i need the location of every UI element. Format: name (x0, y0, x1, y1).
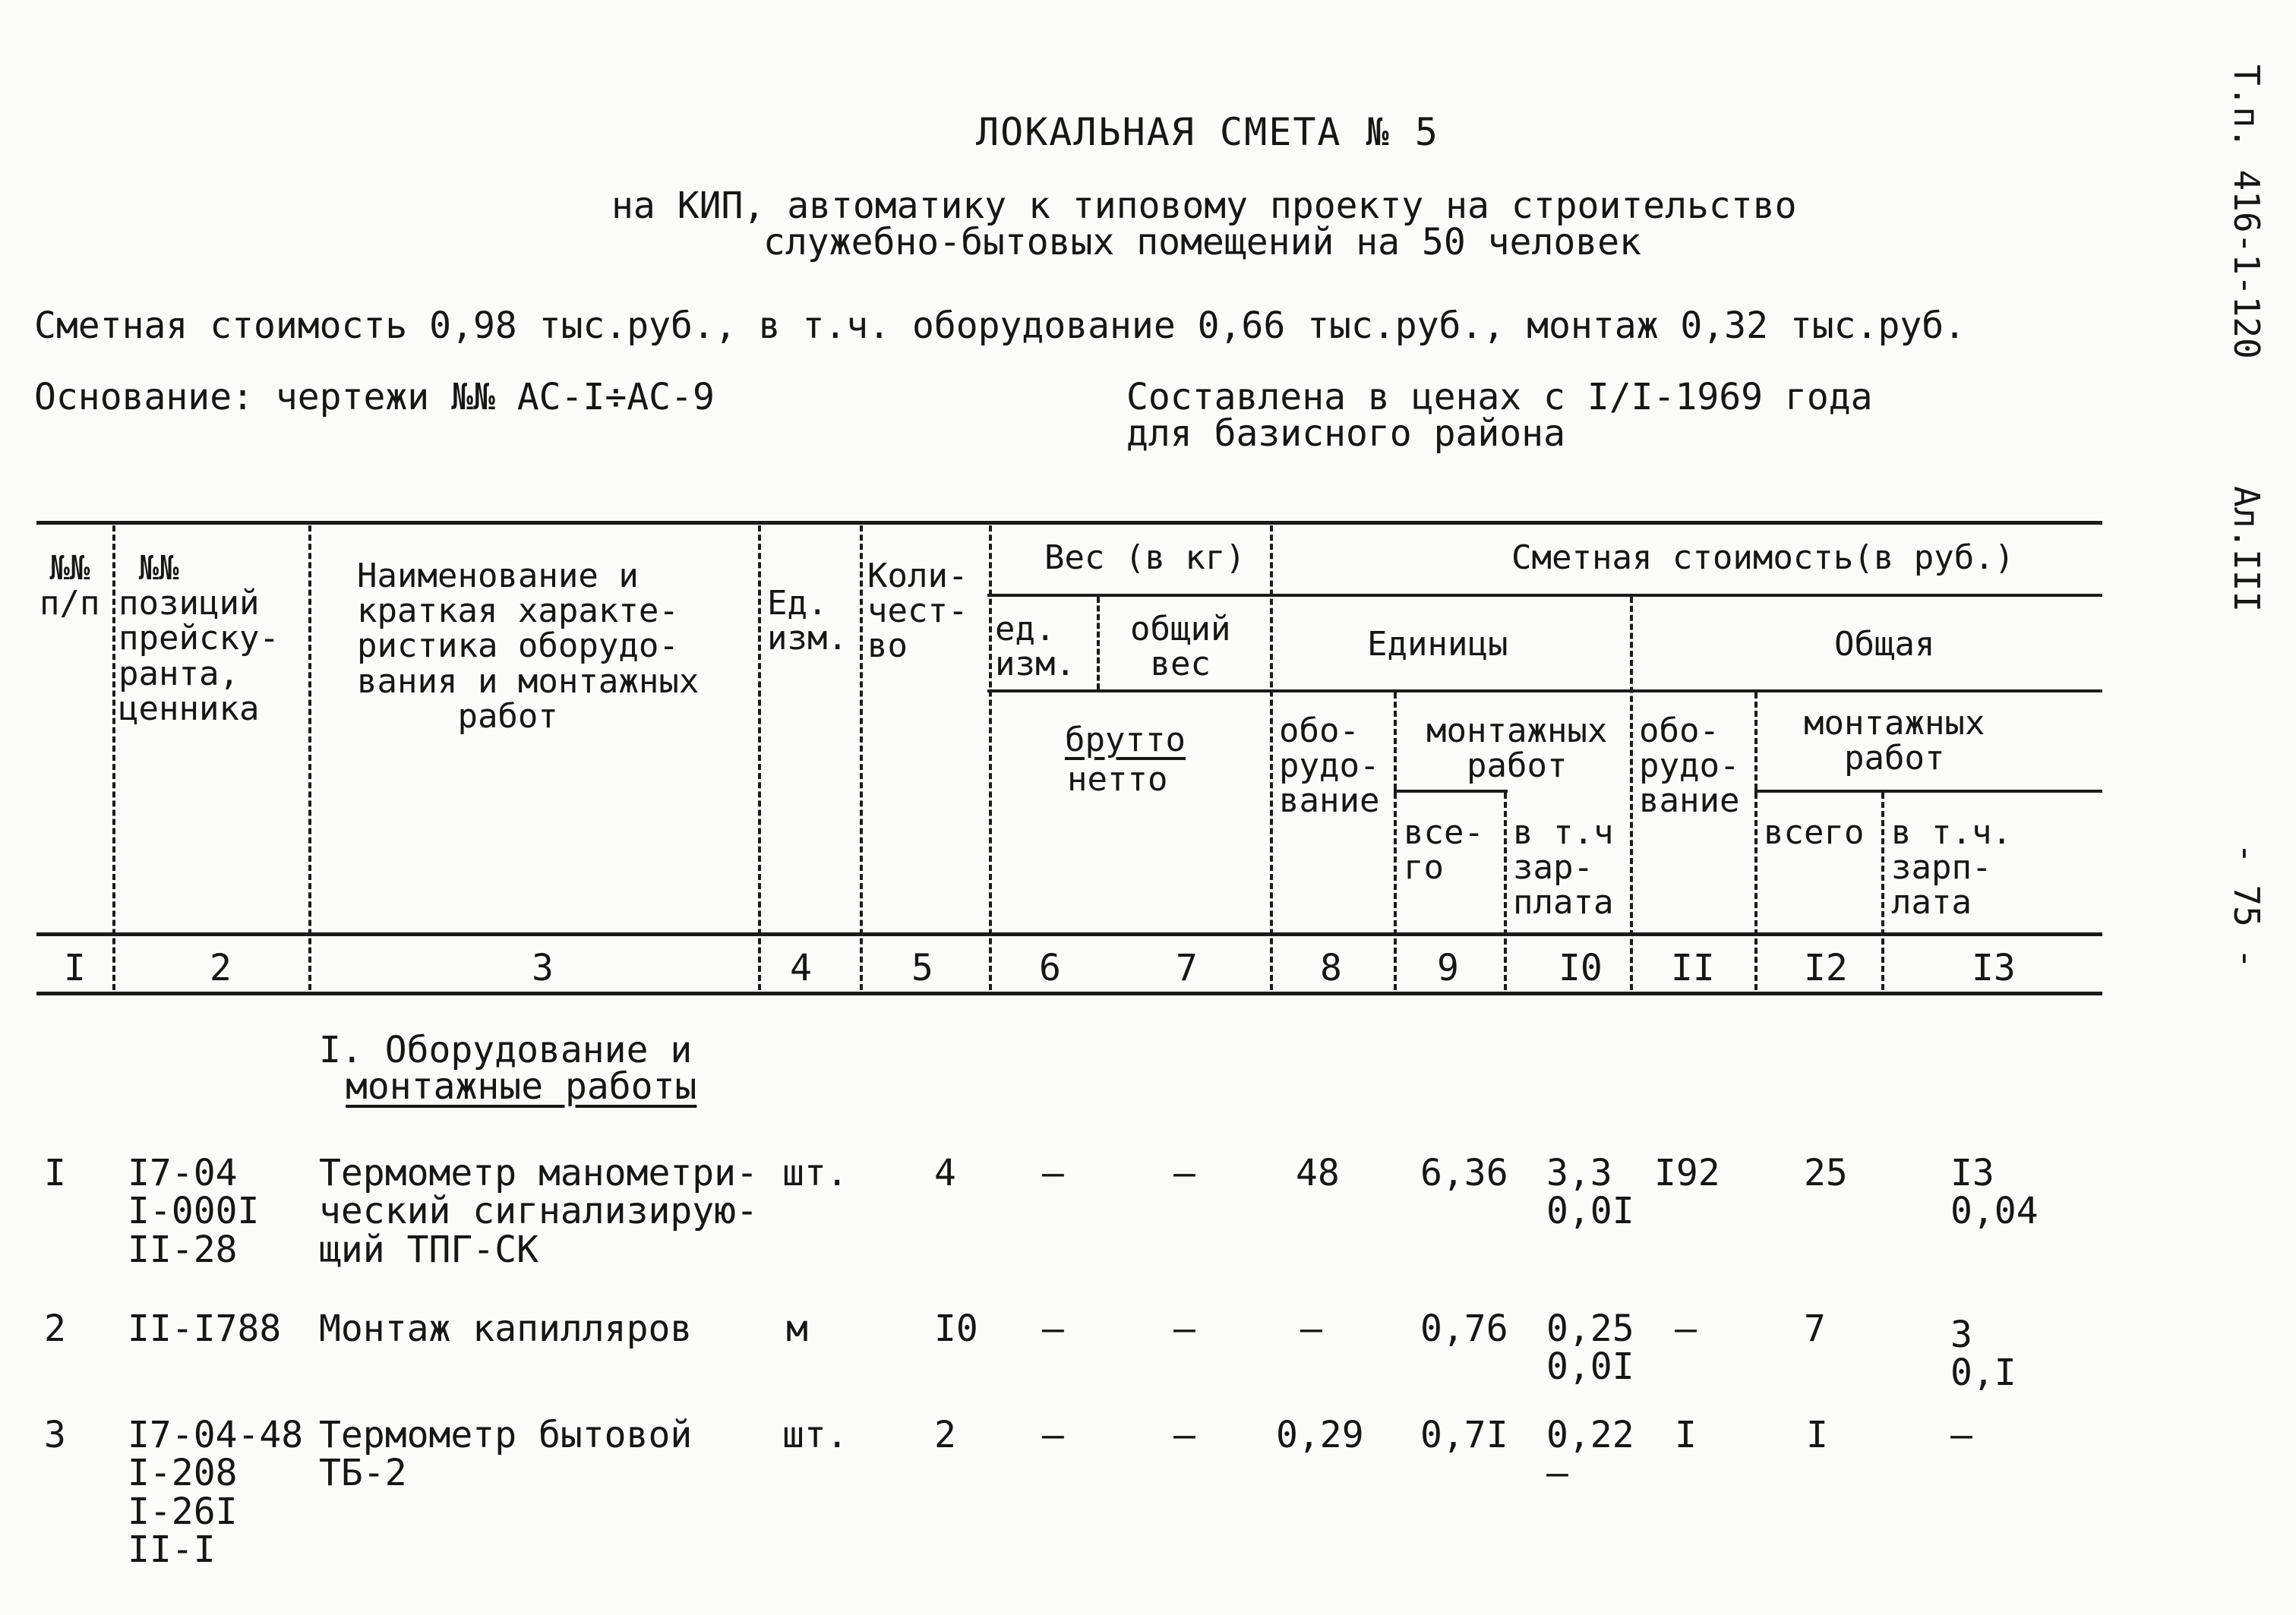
header-price-list-position: №№ позиций прейску- ранта, ценника (118, 549, 279, 728)
row-unit-mounting-all: 0,7I (1420, 1414, 1508, 1456)
rule-above-column-numbers (36, 932, 2102, 936)
basis-line: Основание: чертежи №№ АС-I÷АС-9 (34, 376, 715, 418)
col-divider (989, 525, 992, 990)
header-weight: Вес (в кг) (1044, 538, 1246, 577)
col-divider (1630, 597, 1633, 990)
row-position: I7-04 I-000I II-28 (128, 1152, 260, 1271)
row-unit-equipment: – (1300, 1307, 1322, 1350)
row-total-mounting-all: I (1806, 1414, 1828, 1456)
column-number: 3 (532, 947, 554, 989)
header-quantity: Коли- чест- во (867, 557, 968, 666)
row-weight-total: – (1173, 1152, 1195, 1194)
row-weight-unit: – (1042, 1152, 1064, 1194)
rule-below-column-numbers (36, 992, 2102, 995)
header-unit-mounting: монтажных работ (1426, 711, 1608, 786)
prices-line2: для базисного района (1126, 412, 1565, 455)
col-divider (1270, 525, 1273, 990)
row-total-mounting-all: 7 (1804, 1307, 1826, 1350)
section-heading-line1: I. Оборудование и (319, 1029, 693, 1071)
document-title: ЛОКАЛЬНАЯ СМЕТА № 5 (976, 110, 1439, 154)
header-total-mounting: монтажных работ (1804, 704, 1985, 778)
estimated-cost-line: Сметная стоимость 0,98 тыс.руб., в т.ч. оборудование 0,66 тыс.руб., монтаж 0,32 тыс.руб. (34, 304, 1966, 347)
header-total-cost: Общая (1834, 625, 1935, 664)
document-subtitle-line2: служебно-бытовых помещений на 50 человек (763, 221, 1641, 263)
side-document-code: Т.п. 416-1-120 (2226, 65, 2267, 359)
column-number: II (1671, 947, 1715, 989)
col-divider (112, 525, 115, 990)
header-netto: нетто (1067, 760, 1168, 799)
table-top-rule (36, 521, 2102, 525)
col-divider (758, 525, 761, 990)
column-number: I (64, 947, 86, 989)
col-divider (860, 525, 863, 990)
row-quantity: I0 (934, 1307, 978, 1350)
header-name-description: Наименование и краткая характе- ристика оборудо- вания и монтажных работ (357, 557, 700, 736)
row-name: Термометр бытовой ТБ-2 (319, 1414, 693, 1495)
row-unit-mounting-wage: 3,3 0,0I (1546, 1152, 1634, 1233)
row-name: Монтаж капилляров (319, 1307, 693, 1350)
header-total-equipment: обо- рудо- вание (1639, 711, 1740, 821)
row-position: II-I788 (128, 1307, 282, 1350)
row-weight-unit: – (1042, 1307, 1064, 1350)
row-position: I7-04-48 I-208 I-26I II-I (128, 1414, 304, 1572)
header-brutto: брутто (1065, 721, 1186, 759)
header-unit-mounting-wage: в т.ч зар- плата (1513, 813, 1614, 923)
row-total-mounting-wage: – (1950, 1414, 1972, 1456)
side-page-number: - 75 - (2226, 843, 2267, 970)
rule-under-mount-units (1394, 790, 1508, 793)
row-total-equipment: I92 (1654, 1152, 1720, 1194)
column-number: I3 (1972, 947, 2016, 989)
column-number: 2 (210, 947, 232, 989)
row-unit-mounting-all: 0,76 (1420, 1307, 1508, 1350)
rule-under-weight-cost (987, 594, 2102, 597)
row-total-mounting-wage: I3 0,04 (1950, 1152, 2039, 1233)
rule-under-units-total (987, 689, 2102, 692)
header-total-mounting-all: всего (1764, 813, 1865, 852)
prices-line1: Составлена в ценах с I/I-1969 года (1126, 376, 1873, 418)
rule-under-mount-total (1754, 790, 2102, 793)
row-total-equipment: – (1675, 1307, 1697, 1350)
row-total-equipment: I (1675, 1414, 1697, 1456)
column-number: 6 (1039, 947, 1061, 989)
header-unit-equipment: обо- рудо- вание (1279, 711, 1380, 821)
column-number: 8 (1320, 947, 1342, 989)
row-quantity: 4 (934, 1152, 956, 1194)
row-quantity: 2 (934, 1414, 956, 1456)
col-divider (1754, 692, 1758, 990)
column-number: 7 (1176, 947, 1198, 989)
row-unit-equipment: 48 (1296, 1152, 1340, 1194)
row-unit: шт. (782, 1414, 848, 1456)
row-unit-mounting-wage: 0,25 0,0I (1546, 1307, 1634, 1389)
row-number: 3 (44, 1414, 66, 1456)
column-number: I2 (1804, 947, 1848, 989)
section-heading-line2: монтажные работы (346, 1065, 697, 1108)
header-weight-unit: ед. изм. (995, 610, 1075, 684)
row-unit: м (786, 1307, 808, 1350)
row-unit-mounting-all: 6,36 (1420, 1152, 1508, 1194)
col-divider (1394, 692, 1397, 990)
row-unit: шт. (782, 1152, 848, 1194)
header-unit-mounting-all: все- го (1404, 813, 1484, 888)
header-estimated-cost: Сметная стоимость(в руб.) (1511, 538, 2015, 577)
column-number: 9 (1437, 947, 1459, 989)
row-weight-total: – (1173, 1414, 1195, 1456)
header-unit: Ед. изм. (767, 584, 848, 658)
col-divider (308, 525, 311, 990)
header-total-mounting-wage: в т.ч. зарп- лата (1891, 813, 2012, 923)
col-divider (1881, 793, 1884, 990)
col-divider (1097, 597, 1100, 689)
header-unit-cost: Единицы (1367, 625, 1508, 664)
row-name: Термометр манометри- ческий сигнализирую- щий ТПГ-СК (319, 1152, 758, 1271)
column-number: I0 (1559, 947, 1603, 989)
column-number: 4 (790, 947, 812, 989)
header-weight-total: общий вес (1130, 610, 1231, 684)
row-total-mounting-wage: 3 0,I (1950, 1314, 2017, 1395)
col-divider (1504, 793, 1507, 990)
row-weight-total: – (1173, 1307, 1195, 1350)
row-unit-equipment: 0,29 (1276, 1414, 1364, 1456)
row-unit-mounting-wage: 0,22 – (1546, 1414, 1634, 1495)
row-number: I (44, 1152, 66, 1194)
row-total-mounting-all: 25 (1804, 1152, 1848, 1194)
document-subtitle-line1: на КИП, автоматику к типовому проекту на строительство (611, 185, 1797, 227)
row-weight-unit: – (1042, 1414, 1064, 1456)
side-album-number: Ал.III (2226, 486, 2267, 613)
row-number: 2 (44, 1307, 66, 1350)
header-row-number: №№ п/п (39, 549, 100, 623)
column-number: 5 (911, 947, 933, 989)
